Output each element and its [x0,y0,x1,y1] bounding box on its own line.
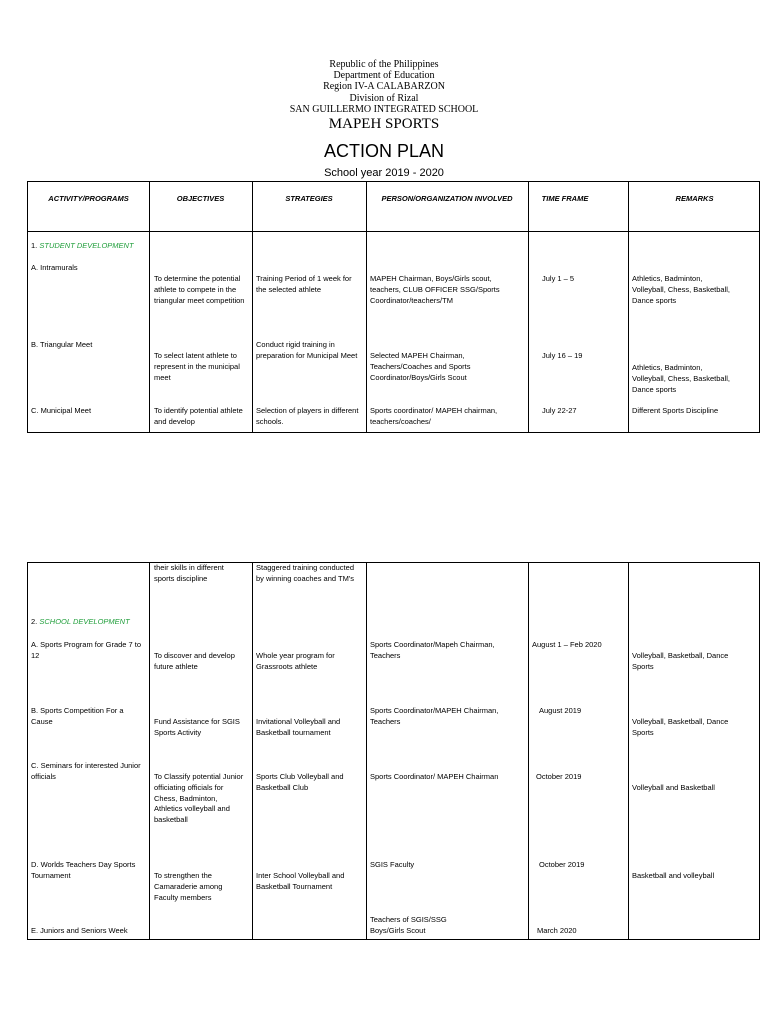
section-student-development: 1. STUDENT DEVELOPMENT [31,241,134,250]
table-row-activity: C. Municipal Meet [31,406,92,415]
header-republic: Republic of the Philippines [329,59,439,70]
table-row-person: Selected MAPEH Chairman, Teachers/Coaches and Sports Coordinator/Boys/Girls Scout [370,351,471,382]
table-row-remarks: Basketball and volleyball [632,871,715,880]
table-row-strategies: Training Period of 1 week for the selected athlete [256,274,352,294]
table-row-objectives: To identify potential athlete and develop [154,406,243,426]
table-row-time: July 16 – 19 [542,351,583,360]
table-row-objectives: To Classify potential Junior officiating officials for Chess, Badminton, Athletics volleyball and basketball [154,772,244,825]
table-row-remarks: Different Sports Discipline [632,406,719,415]
col-header-person: PERSON/ORGANIZATION INVOLVED [381,194,513,203]
header-division: Division of Rizal [349,93,419,104]
table-row-activity: A. Sports Program for Grade 7 to 12 [31,640,142,660]
table-row-time: July 22-27 [542,406,577,415]
table-row-strategies: Sports Club Volleyball and Basketball Club [256,772,344,792]
col-header-activity: ACTIVITY/PROGRAMS [48,194,129,203]
table-row-person: MAPEH Chairman, Boys/Girls scout, teachers, CLUB OFFICER SSG/Sports Coordinator/teachers/TM [370,274,500,305]
table-row-person: Sports coordinator/ MAPEH chairman, teachers/coaches/ [370,406,498,426]
table-row-person: Sports Coordinator/Mapeh Chairman, Teachers [370,640,495,660]
table-row-remarks: Volleyball, Basketball, Dance Sports [632,651,729,671]
table-row-activity: B. Triangular Meet [31,340,93,349]
table-row-objectives: To determine the potential athlete to compete in the triangular meet competition [154,274,245,305]
table-row-person: Teachers of SGIS/SSG Boys/Girls Scout [370,915,447,935]
table-row-person: Sports Coordinator/MAPEH Chairman, Teachers [370,706,499,726]
table-row-time: October 2019 [539,860,585,869]
table-row-activity: C. Seminars for interested Junior officials [31,761,141,781]
header-region: Region IV-A CALABARZON [323,81,445,92]
table-row-time: July 1 – 5 [542,274,575,283]
col-header-objectives: OBJECTIVES [176,194,225,203]
table-row-activity: D. Worlds Teachers Day Sports Tournament [31,860,136,880]
action-plan-table-part2 [27,562,760,940]
col-header-remarks: REMARKS [675,194,714,203]
table-row-person: Sports Coordinator/ MAPEH Chairman [370,772,499,781]
table-row-strategies: Selection of players in different schools. [256,406,359,426]
header-school: SAN GUILLERMO INTEGRATED SCHOOL [289,104,479,115]
table-row-time: August 2019 [539,706,582,715]
action-plan-table-part1 [27,181,760,433]
table-row-person: SGIS Faculty [370,860,415,869]
header-department: Department of Education [333,70,435,81]
continuation-strategies: Staggered training conducted by winning coaches and TM's [256,563,355,583]
table-row-remarks: Athletics, Badminton, Volleyball, Chess, Basketball, Dance sports [632,363,730,394]
table-row-remarks: Volleyball and Basketball [632,783,715,792]
table-row-strategies: Inter School Volleyball and Basketball Tournament [256,871,345,891]
table-row-strategies: Invitational Volleyball and Basketball tournament [256,717,341,737]
col-header-strategies: STRATEGIES [285,194,333,203]
table-row-objectives: To strengthen the Camaraderie among Faculty members [154,871,223,902]
table-row-time: August 1 – Feb 2020 [532,640,602,649]
table-row-time: March 2020 [537,926,577,935]
table-row-strategies: Conduct rigid training in preparation for Municipal Meet [256,340,358,360]
table-row-activity: A. Intramurals [31,263,78,272]
continuation-objectives: their skills in different sports discipline [154,563,224,583]
table-row-objectives: To select latent athlete to represent in the municipal meet [154,351,240,382]
table-row-objectives: To discover and develop future athlete [154,651,235,671]
table-row-remarks: Athletics, Badminton, Volleyball, Chess, Basketball, Dance sports [632,274,730,305]
table-row-objectives: Fund Assistance for SGIS Sports Activity [154,717,240,737]
table-row-remarks: Volleyball, Basketball, Dance Sports [632,717,729,737]
table-row-activity: B. Sports Competition For a Cause [31,706,124,726]
table-row-strategies: Whole year program for Grassroots athlete [256,651,335,671]
subtitle-mapeh-sports: MAPEH SPORTS [328,116,440,132]
table-row-time: October 2019 [536,772,582,781]
page-title: ACTION PLAN [323,141,445,161]
section-school-development: 2. SCHOOL DEVELOPMENT [31,617,130,626]
table-row-activity: E. Juniors and Seniors Week [31,926,128,935]
col-header-time-frame: TIME FRAME [541,194,589,203]
school-year: School year 2019 - 2020 [324,167,444,179]
